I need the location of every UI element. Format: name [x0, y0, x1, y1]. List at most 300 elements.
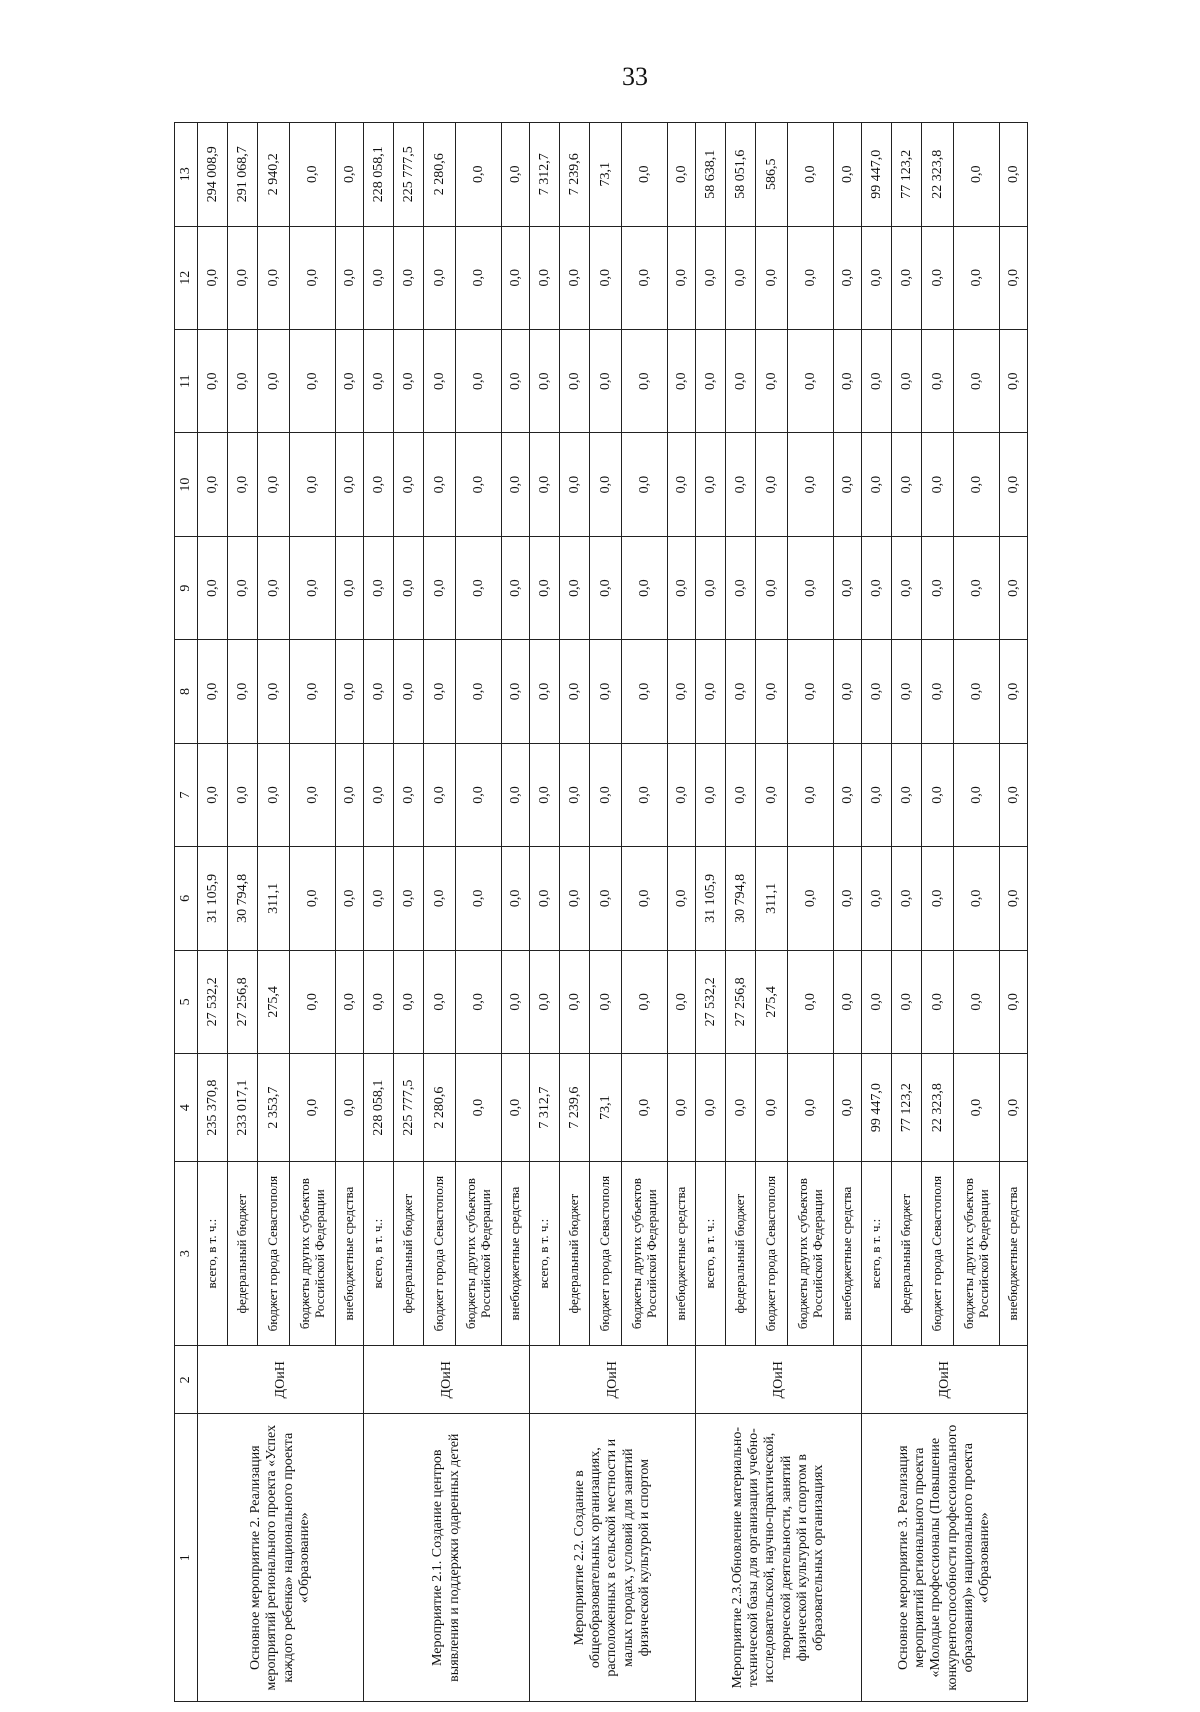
- value-cell: 0,0: [590, 330, 622, 433]
- funding-source: бюджет города Севастополя: [424, 1162, 456, 1346]
- value-cell: 0,0: [258, 640, 290, 743]
- value-cell: 0,0: [290, 123, 336, 227]
- value-cell: 0,0: [502, 743, 530, 846]
- column-header: 8: [175, 640, 198, 743]
- value-cell: 0,0: [954, 847, 1000, 950]
- value-cell: 0,0: [892, 536, 922, 639]
- table-row: [364, 123, 394, 1702]
- value-cell: 0,0: [530, 743, 560, 846]
- value-cell: 0,0: [228, 226, 258, 329]
- value-cell: 0,0: [922, 847, 954, 950]
- value-cell: 0,0: [954, 536, 1000, 639]
- value-cell: 0,0: [394, 950, 424, 1053]
- value-cell: 0,0: [336, 330, 364, 433]
- rotated-table-wrapper: [174, 122, 1024, 1702]
- value-cell: 0,0: [892, 226, 922, 329]
- funding-source: бюджеты других субъектов Российской Федерации: [622, 1162, 668, 1346]
- value-cell: 294 008,9: [198, 123, 228, 227]
- funding-source: всего, в т. ч.:: [198, 1162, 228, 1346]
- value-cell: 0,0: [892, 433, 922, 536]
- value-cell: 0,0: [892, 847, 922, 950]
- value-cell: 0,0: [336, 950, 364, 1053]
- value-cell: 7 239,6: [560, 123, 590, 227]
- table-body: [198, 123, 1028, 1702]
- value-cell: 0,0: [502, 1054, 530, 1162]
- executor: ДОиН: [696, 1346, 862, 1414]
- value-cell: 0,0: [726, 330, 756, 433]
- value-cell: 0,0: [834, 1054, 862, 1162]
- value-cell: 0,0: [726, 433, 756, 536]
- value-cell: 27 532,2: [696, 950, 726, 1053]
- value-cell: 0,0: [502, 123, 530, 227]
- value-cell: 311,1: [756, 847, 788, 950]
- value-cell: 0,0: [502, 433, 530, 536]
- value-cell: 7 239,6: [560, 1054, 590, 1162]
- value-cell: 275,4: [756, 950, 788, 1053]
- value-cell: 7 312,7: [530, 123, 560, 227]
- value-cell: 0,0: [862, 950, 892, 1053]
- value-cell: 0,0: [560, 433, 590, 536]
- value-cell: 0,0: [696, 536, 726, 639]
- funding-source: бюджеты других субъектов Российской Федерации: [954, 1162, 1000, 1346]
- value-cell: 0,0: [668, 536, 696, 639]
- funding-source: всего, в т. ч.:: [862, 1162, 892, 1346]
- value-cell: 0,0: [364, 433, 394, 536]
- executor: ДОиН: [530, 1346, 696, 1414]
- value-cell: 0,0: [198, 743, 228, 846]
- value-cell: 31 105,9: [198, 847, 228, 950]
- value-cell: 0,0: [456, 847, 502, 950]
- value-cell: 0,0: [922, 640, 954, 743]
- value-cell: 0,0: [922, 743, 954, 846]
- value-cell: 0,0: [258, 226, 290, 329]
- value-cell: 0,0: [756, 536, 788, 639]
- value-cell: 0,0: [696, 433, 726, 536]
- value-cell: 0,0: [364, 640, 394, 743]
- value-cell: 0,0: [726, 640, 756, 743]
- value-cell: 225 777,5: [394, 1054, 424, 1162]
- value-cell: 0,0: [394, 640, 424, 743]
- funding-table: [174, 122, 1028, 1702]
- value-cell: 291 068,7: [228, 123, 258, 227]
- value-cell: 0,0: [336, 640, 364, 743]
- value-cell: 0,0: [954, 433, 1000, 536]
- funding-source: бюджет города Севастополя: [258, 1162, 290, 1346]
- value-cell: 0,0: [424, 330, 456, 433]
- value-cell: 73,1: [590, 123, 622, 227]
- value-cell: 0,0: [862, 433, 892, 536]
- value-cell: 27 256,8: [228, 950, 258, 1053]
- funding-source: внебюджетные средства: [1000, 1162, 1028, 1346]
- value-cell: 2 280,6: [424, 123, 456, 227]
- value-cell: 0,0: [922, 226, 954, 329]
- value-cell: 0,0: [834, 433, 862, 536]
- measure-name: Основное мероприятие 3. Реализация мероприятий регионального проекта «Молодые профессионалы (Повышение конкурентоспособности профессионального образования)» национального проекта «Образование»: [862, 1414, 1028, 1702]
- value-cell: 0,0: [788, 536, 834, 639]
- funding-source: бюджеты других субъектов Российской Федерации: [290, 1162, 336, 1346]
- measure-name: Основное мероприятие 2. Реализация мероприятий регионального проекта «Успех каждого ребенка» национального проекта «Образование»: [198, 1414, 364, 1702]
- value-cell: 0,0: [530, 433, 560, 536]
- value-cell: 0,0: [530, 950, 560, 1053]
- value-cell: 0,0: [756, 330, 788, 433]
- value-cell: 0,0: [1000, 536, 1028, 639]
- table-row: [198, 123, 228, 1702]
- value-cell: 22 323,8: [922, 1054, 954, 1162]
- value-cell: 0,0: [862, 330, 892, 433]
- value-cell: 235 370,8: [198, 1054, 228, 1162]
- value-cell: 27 256,8: [726, 950, 756, 1053]
- value-cell: 0,0: [364, 536, 394, 639]
- value-cell: 0,0: [788, 743, 834, 846]
- value-cell: 0,0: [696, 640, 726, 743]
- column-header: 4: [175, 1054, 198, 1162]
- value-cell: 2 280,6: [424, 1054, 456, 1162]
- value-cell: 0,0: [530, 847, 560, 950]
- value-cell: 77 123,2: [892, 1054, 922, 1162]
- value-cell: 0,0: [922, 950, 954, 1053]
- funding-source: бюджет города Севастополя: [756, 1162, 788, 1346]
- value-cell: 0,0: [622, 433, 668, 536]
- value-cell: 0,0: [1000, 433, 1028, 536]
- value-cell: 0,0: [892, 950, 922, 1053]
- funding-source: федеральный бюджет: [726, 1162, 756, 1346]
- value-cell: 0,0: [892, 640, 922, 743]
- value-cell: 0,0: [788, 950, 834, 1053]
- value-cell: 0,0: [456, 536, 502, 639]
- value-cell: 0,0: [668, 847, 696, 950]
- measure-name: Мероприятие 2.1. Создание центров выявления и поддержки одаренных детей: [364, 1414, 530, 1702]
- value-cell: 0,0: [1000, 1054, 1028, 1162]
- value-cell: 0,0: [290, 330, 336, 433]
- value-cell: 0,0: [456, 330, 502, 433]
- value-cell: 0,0: [862, 847, 892, 950]
- value-cell: 0,0: [788, 330, 834, 433]
- value-cell: 0,0: [394, 536, 424, 639]
- value-cell: 0,0: [668, 226, 696, 329]
- value-cell: 0,0: [954, 1054, 1000, 1162]
- value-cell: 0,0: [560, 640, 590, 743]
- executor: ДОиН: [862, 1346, 1028, 1414]
- value-cell: 0,0: [560, 847, 590, 950]
- value-cell: 0,0: [394, 847, 424, 950]
- value-cell: 58 638,1: [696, 123, 726, 227]
- value-cell: 228 058,1: [364, 123, 394, 227]
- value-cell: 27 532,2: [198, 950, 228, 1053]
- executor: ДОиН: [364, 1346, 530, 1414]
- value-cell: 0,0: [622, 743, 668, 846]
- value-cell: 0,0: [290, 1054, 336, 1162]
- value-cell: 0,0: [290, 640, 336, 743]
- value-cell: 0,0: [424, 743, 456, 846]
- funding-source: федеральный бюджет: [892, 1162, 922, 1346]
- value-cell: 0,0: [228, 433, 258, 536]
- value-cell: 0,0: [590, 847, 622, 950]
- value-cell: 0,0: [954, 640, 1000, 743]
- value-cell: 0,0: [394, 743, 424, 846]
- value-cell: 0,0: [696, 330, 726, 433]
- value-cell: 0,0: [954, 743, 1000, 846]
- column-header: 3: [175, 1162, 198, 1346]
- table-row: [530, 123, 560, 1702]
- value-cell: 0,0: [1000, 743, 1028, 846]
- value-cell: 0,0: [560, 330, 590, 433]
- value-cell: 0,0: [834, 640, 862, 743]
- value-cell: 0,0: [756, 743, 788, 846]
- value-cell: 0,0: [756, 640, 788, 743]
- value-cell: 0,0: [502, 330, 530, 433]
- value-cell: 0,0: [788, 226, 834, 329]
- value-cell: 0,0: [336, 743, 364, 846]
- value-cell: 0,0: [696, 226, 726, 329]
- value-cell: 0,0: [622, 1054, 668, 1162]
- value-cell: 30 794,8: [726, 847, 756, 950]
- value-cell: 0,0: [502, 536, 530, 639]
- column-header: 1: [175, 1414, 198, 1702]
- value-cell: 73,1: [590, 1054, 622, 1162]
- column-header: 5: [175, 950, 198, 1053]
- value-cell: 0,0: [424, 433, 456, 536]
- value-cell: 0,0: [1000, 226, 1028, 329]
- value-cell: 0,0: [530, 226, 560, 329]
- value-cell: 0,0: [922, 330, 954, 433]
- value-cell: 0,0: [336, 536, 364, 639]
- value-cell: 0,0: [788, 847, 834, 950]
- value-cell: 0,0: [668, 123, 696, 227]
- value-cell: 7 312,7: [530, 1054, 560, 1162]
- value-cell: 0,0: [336, 847, 364, 950]
- value-cell: 0,0: [862, 743, 892, 846]
- value-cell: 0,0: [892, 330, 922, 433]
- value-cell: 0,0: [590, 640, 622, 743]
- funding-source: бюджет города Севастополя: [590, 1162, 622, 1346]
- header-row: [175, 123, 198, 1702]
- funding-source: внебюджетные средства: [834, 1162, 862, 1346]
- value-cell: 0,0: [1000, 847, 1028, 950]
- value-cell: 31 105,9: [696, 847, 726, 950]
- value-cell: 0,0: [954, 226, 1000, 329]
- page-number: 33: [622, 62, 648, 91]
- value-cell: 0,0: [726, 743, 756, 846]
- funding-source: внебюджетные средства: [502, 1162, 530, 1346]
- value-cell: 0,0: [456, 950, 502, 1053]
- funding-source: федеральный бюджет: [560, 1162, 590, 1346]
- funding-source: всего, в т. ч.:: [530, 1162, 560, 1346]
- value-cell: 0,0: [560, 536, 590, 639]
- value-cell: 0,0: [788, 123, 834, 227]
- table-row: [862, 123, 892, 1702]
- value-cell: 0,0: [560, 743, 590, 846]
- value-cell: 0,0: [290, 226, 336, 329]
- value-cell: 0,0: [726, 536, 756, 639]
- value-cell: 0,0: [834, 226, 862, 329]
- value-cell: 0,0: [198, 226, 228, 329]
- value-cell: 0,0: [502, 640, 530, 743]
- value-cell: 0,0: [590, 536, 622, 639]
- value-cell: 0,0: [668, 330, 696, 433]
- value-cell: 0,0: [756, 226, 788, 329]
- value-cell: 0,0: [622, 847, 668, 950]
- executor: ДОиН: [198, 1346, 364, 1414]
- value-cell: 0,0: [290, 743, 336, 846]
- value-cell: 0,0: [394, 433, 424, 536]
- value-cell: 77 123,2: [892, 123, 922, 227]
- column-header: 9: [175, 536, 198, 639]
- value-cell: 0,0: [590, 743, 622, 846]
- value-cell: 0,0: [622, 123, 668, 227]
- value-cell: 0,0: [456, 640, 502, 743]
- measure-name: Мероприятие 2.2. Создание в общеобразовательных организациях, расположенных в сельской местности и малых городах, условий для занятий физической культурой и спортом: [530, 1414, 696, 1702]
- value-cell: 0,0: [560, 950, 590, 1053]
- funding-source: бюджеты других субъектов Российской Федерации: [456, 1162, 502, 1346]
- funding-source: федеральный бюджет: [228, 1162, 258, 1346]
- value-cell: 0,0: [862, 536, 892, 639]
- value-cell: 0,0: [1000, 330, 1028, 433]
- value-cell: 0,0: [788, 433, 834, 536]
- value-cell: 0,0: [922, 536, 954, 639]
- value-cell: 0,0: [1000, 950, 1028, 1053]
- column-header: 13: [175, 123, 198, 227]
- value-cell: 0,0: [258, 536, 290, 639]
- value-cell: 30 794,8: [228, 847, 258, 950]
- value-cell: 2 353,7: [258, 1054, 290, 1162]
- value-cell: 0,0: [198, 536, 228, 639]
- value-cell: 0,0: [834, 123, 862, 227]
- value-cell: 0,0: [502, 847, 530, 950]
- value-cell: 0,0: [456, 226, 502, 329]
- funding-source: внебюджетные средства: [336, 1162, 364, 1346]
- value-cell: 0,0: [834, 743, 862, 846]
- value-cell: 0,0: [622, 640, 668, 743]
- value-cell: 0,0: [336, 1054, 364, 1162]
- value-cell: 99 447,0: [862, 123, 892, 227]
- column-header: 12: [175, 226, 198, 329]
- value-cell: 0,0: [530, 330, 560, 433]
- value-cell: 0,0: [834, 330, 862, 433]
- value-cell: 0,0: [198, 433, 228, 536]
- value-cell: 0,0: [336, 123, 364, 227]
- value-cell: 0,0: [862, 226, 892, 329]
- value-cell: 0,0: [788, 640, 834, 743]
- value-cell: 0,0: [290, 950, 336, 1053]
- value-cell: 0,0: [424, 640, 456, 743]
- value-cell: 0,0: [668, 433, 696, 536]
- value-cell: 0,0: [726, 1054, 756, 1162]
- value-cell: 0,0: [1000, 640, 1028, 743]
- value-cell: 0,0: [502, 226, 530, 329]
- funding-source: федеральный бюджет: [394, 1162, 424, 1346]
- column-header: 10: [175, 433, 198, 536]
- funding-source: всего, в т. ч.:: [364, 1162, 394, 1346]
- value-cell: 0,0: [364, 847, 394, 950]
- value-cell: 58 051,6: [726, 123, 756, 227]
- value-cell: 0,0: [228, 330, 258, 433]
- value-cell: 0,0: [456, 1054, 502, 1162]
- value-cell: 0,0: [668, 950, 696, 1053]
- value-cell: 0,0: [892, 743, 922, 846]
- value-cell: 228 058,1: [364, 1054, 394, 1162]
- value-cell: 0,0: [424, 226, 456, 329]
- value-cell: 0,0: [954, 950, 1000, 1053]
- value-cell: 0,0: [364, 950, 394, 1053]
- value-cell: 0,0: [590, 433, 622, 536]
- value-cell: 22 323,8: [922, 123, 954, 227]
- value-cell: 586,5: [756, 123, 788, 227]
- value-cell: 0,0: [336, 226, 364, 329]
- value-cell: 0,0: [198, 640, 228, 743]
- value-cell: 0,0: [668, 640, 696, 743]
- value-cell: 0,0: [622, 226, 668, 329]
- value-cell: 0,0: [756, 433, 788, 536]
- value-cell: 0,0: [424, 950, 456, 1053]
- table-row: [696, 123, 726, 1702]
- value-cell: 311,1: [258, 847, 290, 950]
- value-cell: 0,0: [668, 1054, 696, 1162]
- value-cell: 0,0: [560, 226, 590, 329]
- funding-source: внебюджетные средства: [668, 1162, 696, 1346]
- value-cell: 0,0: [456, 123, 502, 227]
- value-cell: 0,0: [530, 536, 560, 639]
- funding-source: бюджеты других субъектов Российской Федерации: [788, 1162, 834, 1346]
- value-cell: 0,0: [756, 1054, 788, 1162]
- value-cell: 0,0: [788, 1054, 834, 1162]
- value-cell: 0,0: [336, 433, 364, 536]
- funding-source: бюджет города Севастополя: [922, 1162, 954, 1346]
- column-header: 2: [175, 1346, 198, 1414]
- value-cell: 0,0: [622, 536, 668, 639]
- value-cell: 0,0: [502, 950, 530, 1053]
- value-cell: 0,0: [258, 433, 290, 536]
- measure-name: Мероприятие 2.3.Обновление материально-технической базы для организации учебно-исследовательской, научно-практической, творческой деятельности, занятий физической культурой и спортом в образовательных организациях: [696, 1414, 862, 1702]
- value-cell: 0,0: [364, 743, 394, 846]
- value-cell: 0,0: [590, 226, 622, 329]
- value-cell: 0,0: [696, 1054, 726, 1162]
- value-cell: 0,0: [394, 330, 424, 433]
- value-cell: 0,0: [590, 950, 622, 1053]
- value-cell: 0,0: [364, 330, 394, 433]
- value-cell: 0,0: [228, 743, 258, 846]
- value-cell: 0,0: [922, 433, 954, 536]
- value-cell: 0,0: [258, 743, 290, 846]
- value-cell: 0,0: [696, 743, 726, 846]
- value-cell: 0,0: [394, 226, 424, 329]
- value-cell: 0,0: [622, 330, 668, 433]
- column-header: 11: [175, 330, 198, 433]
- value-cell: 0,0: [424, 847, 456, 950]
- value-cell: 0,0: [456, 433, 502, 536]
- value-cell: 0,0: [834, 847, 862, 950]
- value-cell: 275,4: [258, 950, 290, 1053]
- column-header: 6: [175, 847, 198, 950]
- value-cell: 0,0: [424, 536, 456, 639]
- value-cell: 0,0: [228, 536, 258, 639]
- value-cell: 0,0: [862, 640, 892, 743]
- value-cell: 0,0: [954, 123, 1000, 227]
- value-cell: 0,0: [834, 536, 862, 639]
- value-cell: 0,0: [290, 433, 336, 536]
- value-cell: 99 447,0: [862, 1054, 892, 1162]
- value-cell: 0,0: [726, 226, 756, 329]
- funding-source: всего, в т. ч.:: [696, 1162, 726, 1346]
- value-cell: 0,0: [198, 330, 228, 433]
- column-header: 7: [175, 743, 198, 846]
- value-cell: 225 777,5: [394, 123, 424, 227]
- value-cell: 0,0: [290, 536, 336, 639]
- value-cell: 0,0: [668, 743, 696, 846]
- value-cell: 233 017,1: [228, 1054, 258, 1162]
- value-cell: 0,0: [530, 640, 560, 743]
- value-cell: 0,0: [834, 950, 862, 1053]
- value-cell: 0,0: [228, 640, 258, 743]
